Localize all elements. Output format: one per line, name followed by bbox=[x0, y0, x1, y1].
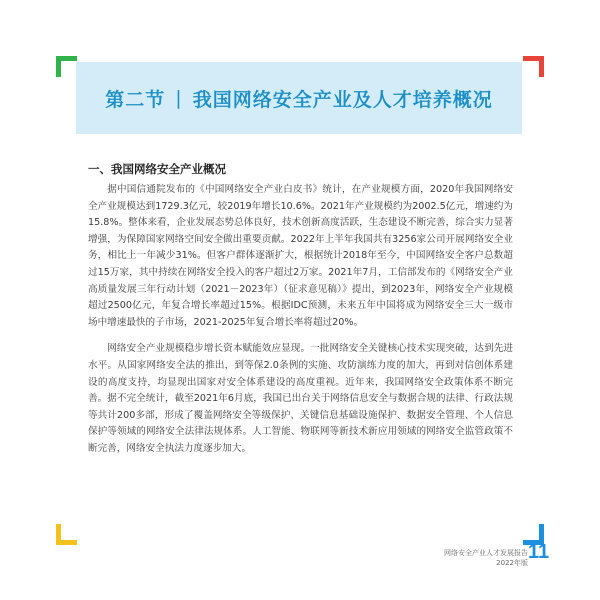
section-title: 我国网络安全产业及人才培养概况 bbox=[192, 88, 493, 111]
title-separator: | bbox=[175, 87, 183, 109]
corner-bracket-top-left bbox=[56, 56, 77, 77]
subsection-heading: 一、我国网络安全产业概况 bbox=[88, 162, 226, 176]
main-content bbox=[88, 160, 513, 468]
corner-bracket-top-right bbox=[523, 56, 544, 77]
page-title bbox=[76, 62, 522, 134]
footer-caption bbox=[444, 548, 528, 568]
footer-edition: 2022年版 bbox=[496, 559, 528, 567]
page-number: 11 bbox=[528, 541, 550, 563]
paragraph-2: 网络安全产业规模稳步增长资本赋能效应显现。一批网络安全关键核心技术实现突破，达到先进水平。从国家网络安全法的推出，到等保2.0条例的实施、攻防演练力度的加大，再到对信创体系建设的高度支持，均显现出国家对安全体系建设的高度重视。近年来，我国网络安全政策体系不断完善。据不完全统计，截至2021年6月底，我国已出台关于网络信息安全与数据合规的法律、行政法规等共计200多部，形成了覆盖网络安全等级保护、关键信息基础设施保护、数据安全管理、个人信息保护等领域的网络安全法律法规体系。人工智能、物联网等新技术新应用领域的网络安全监管政策不断完善，网络安全执法力度逐步加大。 bbox=[88, 343, 513, 454]
corner-bracket-bottom-left bbox=[56, 524, 77, 545]
section-label: 第二节 bbox=[105, 88, 166, 111]
footer-report-title: 网络安全产业人才发展报告 bbox=[444, 549, 528, 557]
paragraph-1: 据中国信通院发布的《中国网络安全产业白皮书》统计，在产业规模方面，2020年我国网络安全产业规模达到1729.3亿元，较2019年增长10.6%。2021年产业规模约为2002.5亿元，增速约为15.8%。整体来看，企业发展态势总体良好，技术创新高度活跃，生态建设不断完善，综合实力显著增强，为保障国家网络空间安全做出重要贡献。2022年上半年我国共有3256家公司开展网络安全业务，相比上一年减少31%。但客户群体逐渐扩大，根据统计2018年至今，中国网络安全客户总数超过15万家，其中持续在网络安全投入的客户超过2万家。2021年7月，工信部发布的《网络安全产业高质量发展三年行动计划（2021－2023年）（征求意见稿）》提出，到2023年，网络安全产业规模超过2500亿元，年复合增长率超过15%。根据IDC预测，未来五年中国将成为网络安全三大一级市场中增速最快的子市场，2021-2025年复合增长率将超过20%。 bbox=[88, 184, 513, 328]
